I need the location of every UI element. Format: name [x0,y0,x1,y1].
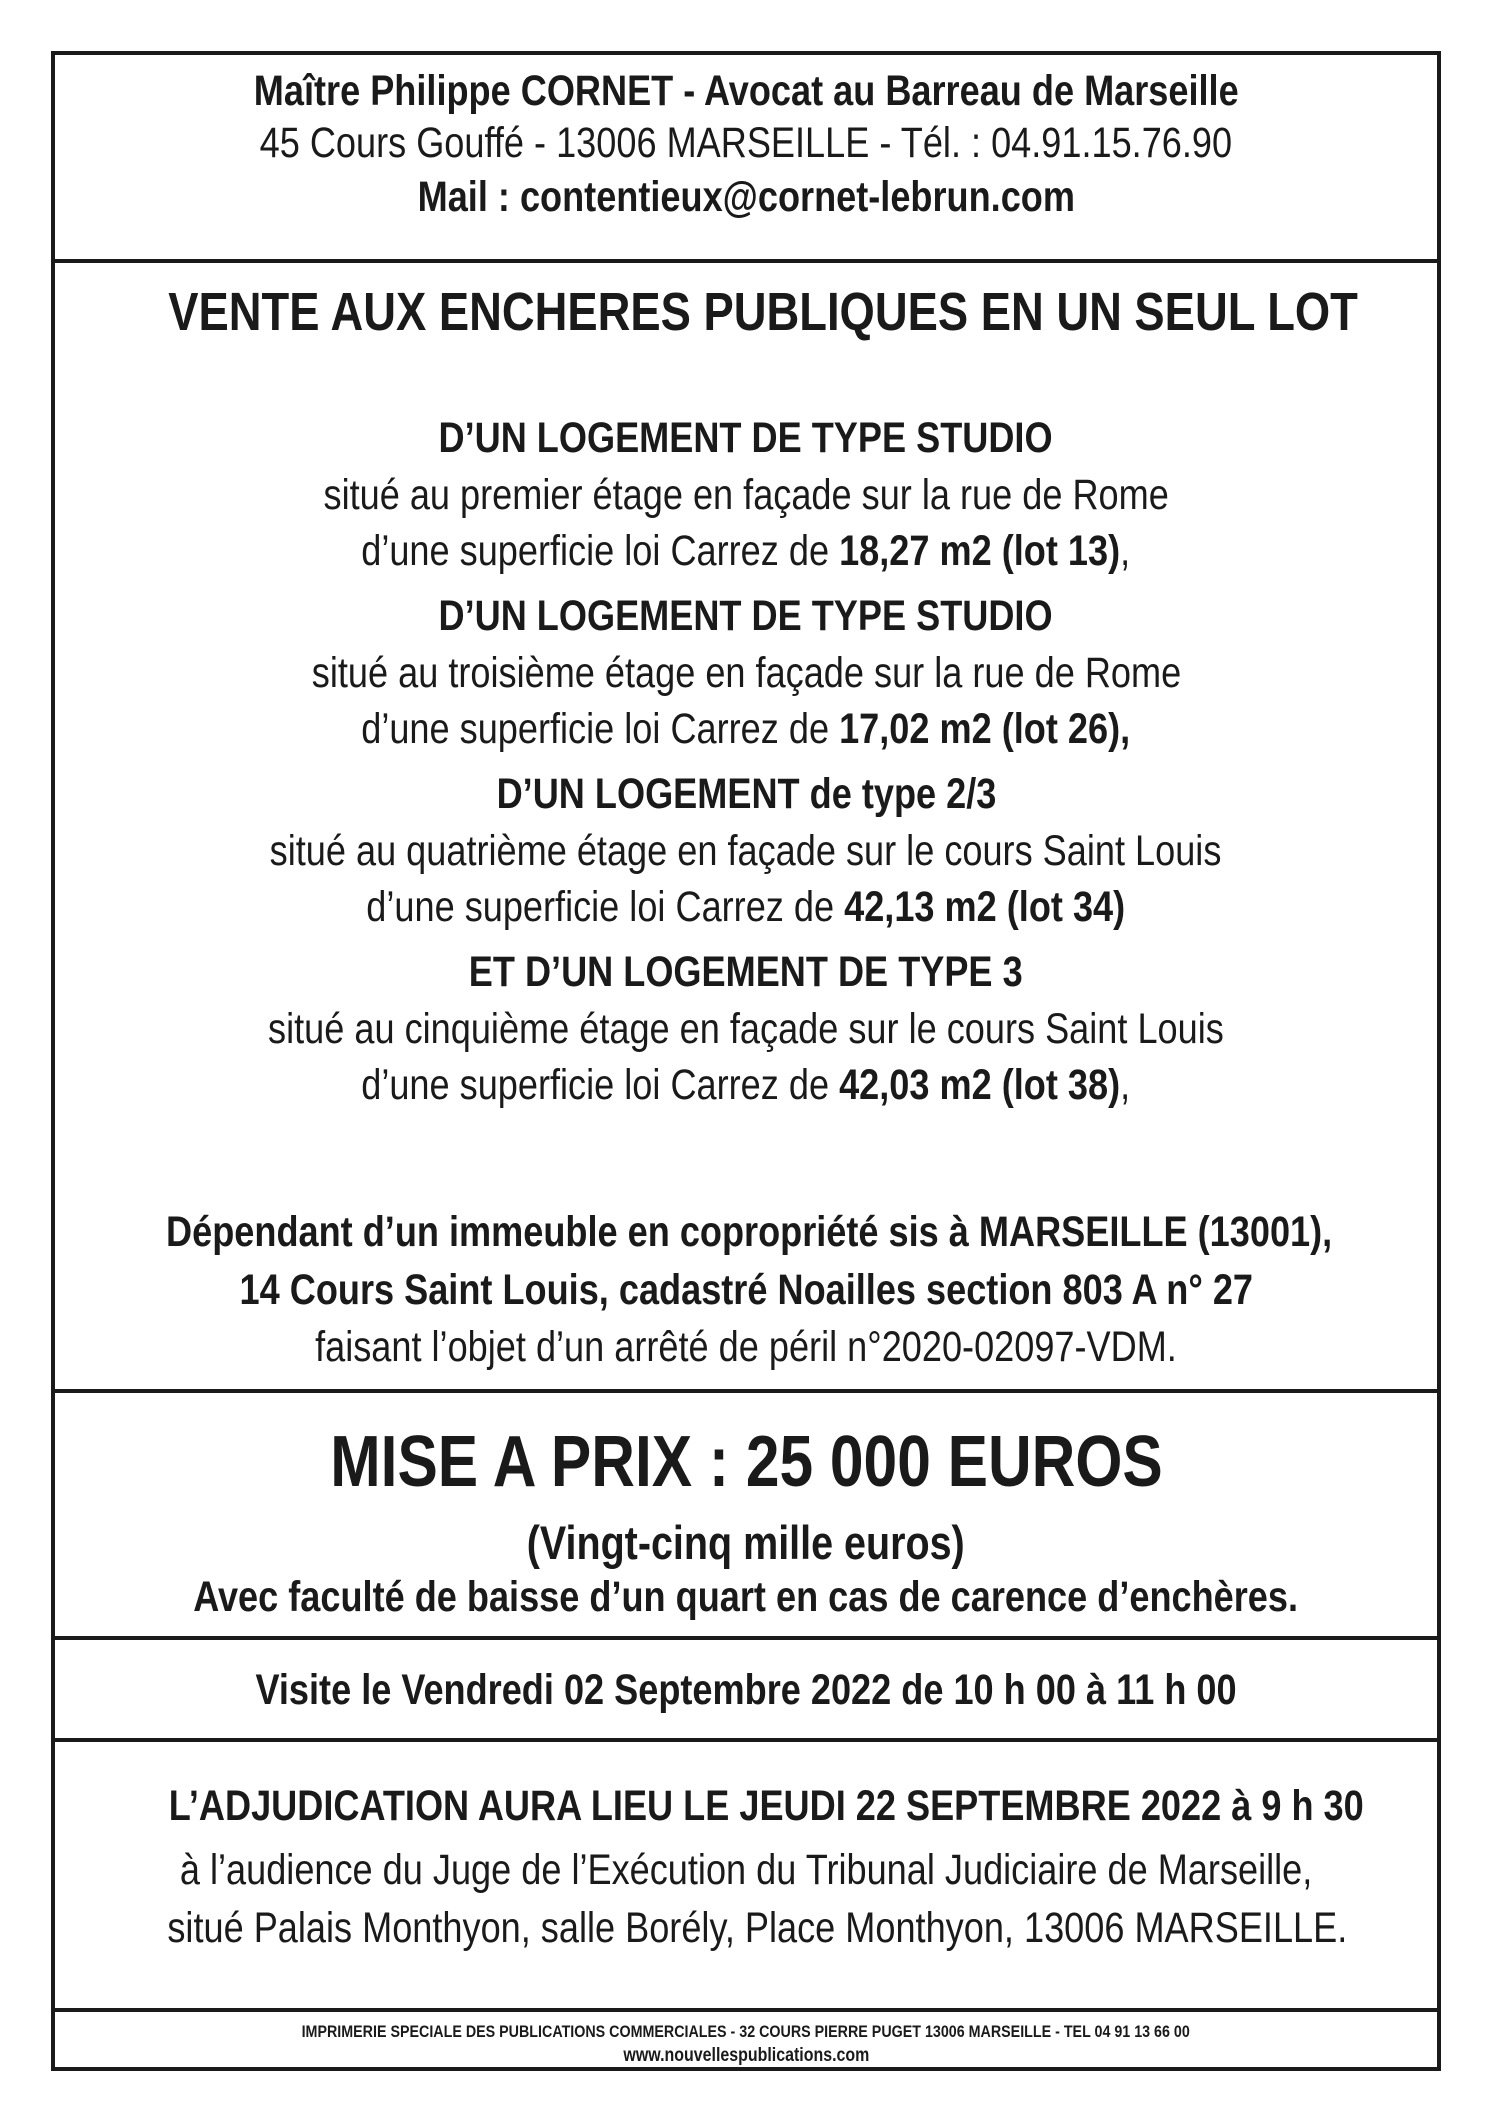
lot-location: situé au premier étage en façade sur la rue de Rome [323,471,1169,519]
lot-surface-prefix: d’une superficie loi Carrez de [361,705,840,753]
building-street: 14 Cours Saint Louis [239,1266,599,1314]
building-cadastre: , cadastré Noailles section 803 A n° 27 [598,1266,1253,1314]
lot-location: situé au cinquième étage en façade sur le cours Saint Louis [268,1005,1224,1053]
building-line-1: Dépendant d’un immeuble en copropriété sis à MARSEILLE (13001), [166,1208,1333,1256]
lots-list [55,409,1437,1121]
sale-section [55,263,1437,1393]
lot-surface: 18,27 m2 (lot 13) [839,527,1121,575]
lot-item [55,409,1437,579]
price-section [55,1393,1437,1640]
visit-date: Visite le Vendredi 02 Septembre 2022 de 10 h 00 à 11 h 00 [255,1666,1237,1714]
adjudication-section [55,1742,1437,2012]
lot-item [55,587,1437,757]
lot-type: D’UN LOGEMENT DE TYPE STUDIO [438,414,1054,462]
lot-type-rest: de type 2/3 [799,770,996,818]
building-peril: faisant l’objet d’un arrêté de péril n°2020-02097-VDM. [315,1323,1177,1371]
lawyer-name: Maître Philippe CORNET - Avocat au Barreau de Marseille [253,67,1239,115]
lot-surface-prefix: d’une superficie loi Carrez de [361,527,840,575]
building-info [55,1203,1437,1375]
lot-location: situé au quatrième étage en façade sur le cours Saint Louis [270,827,1222,875]
printer-info: IMPRIMERIE SPECIALE DES PUBLICATIONS COMMERCIALES - 32 COURS PIERRE PUGET 13006 MARSEILLE - TEL 04 91 13 66 00 [301,2022,1191,2041]
lot-surface-suffix: , [1120,527,1131,575]
lot-surface-prefix: d’une superficie loi Carrez de [361,1061,840,1109]
price-reduction-note: Avec faculté de baisse d’un quart en cas de carence d’enchères. [193,1573,1299,1621]
lot-surface-suffix: , [1120,1061,1131,1109]
lot-type: D’UN LOGEMENT [496,770,800,818]
lot-surface: 42,03 m2 (lot 38) [839,1061,1121,1109]
sale-title: VENTE AUX ENCHERES PUBLIQUES EN UN SEUL LOT [168,282,1358,342]
lot-type: D’UN LOGEMENT DE TYPE STUDIO [438,592,1054,640]
lot-surface: 17,02 m2 (lot 26), [839,705,1131,753]
lot-surface-prefix: d’une superficie loi Carrez de [366,883,845,931]
lawyer-email: Mail : contentieux@cornet-lebrun.com [417,173,1075,221]
adjudication-place: situé Palais Monthyon, salle Borély, Place Monthyon, 13006 MARSEILLE. [167,1904,1348,1952]
notice-frame [51,51,1441,2071]
lawyer-address: 45 Cours Gouffé - 13006 MARSEILLE - Tél. : 04.91.15.76.90 [259,119,1233,167]
lot-item [55,765,1437,935]
lawyer-header [55,55,1437,263]
adjudication-date: L’ADJUDICATION AURA LIEU LE JEUDI 22 SEPTEMBRE 2022 à 9 h 30 [168,1782,1364,1830]
lot-surface: 42,13 m2 (lot 34) [844,883,1126,931]
lot-type: ET D’UN LOGEMENT DE TYPE 3 [469,948,1023,996]
lot-location: situé au troisième étage en façade sur la rue de Rome [311,649,1181,697]
adjudication-court: à l’audience du Juge de l’Exécution du Tribunal Judiciaire de Marseille, [179,1846,1313,1894]
printer-footer [55,2012,1437,2071]
price-in-words: (Vingt-cinq mille euros) [527,1516,965,1569]
lot-item [55,943,1437,1113]
visit-section [55,1640,1437,1742]
printer-website: www.nouvellespublications.com [623,2045,869,2066]
starting-price: MISE A PRIX : 25 000 EUROS [329,1422,1163,1502]
